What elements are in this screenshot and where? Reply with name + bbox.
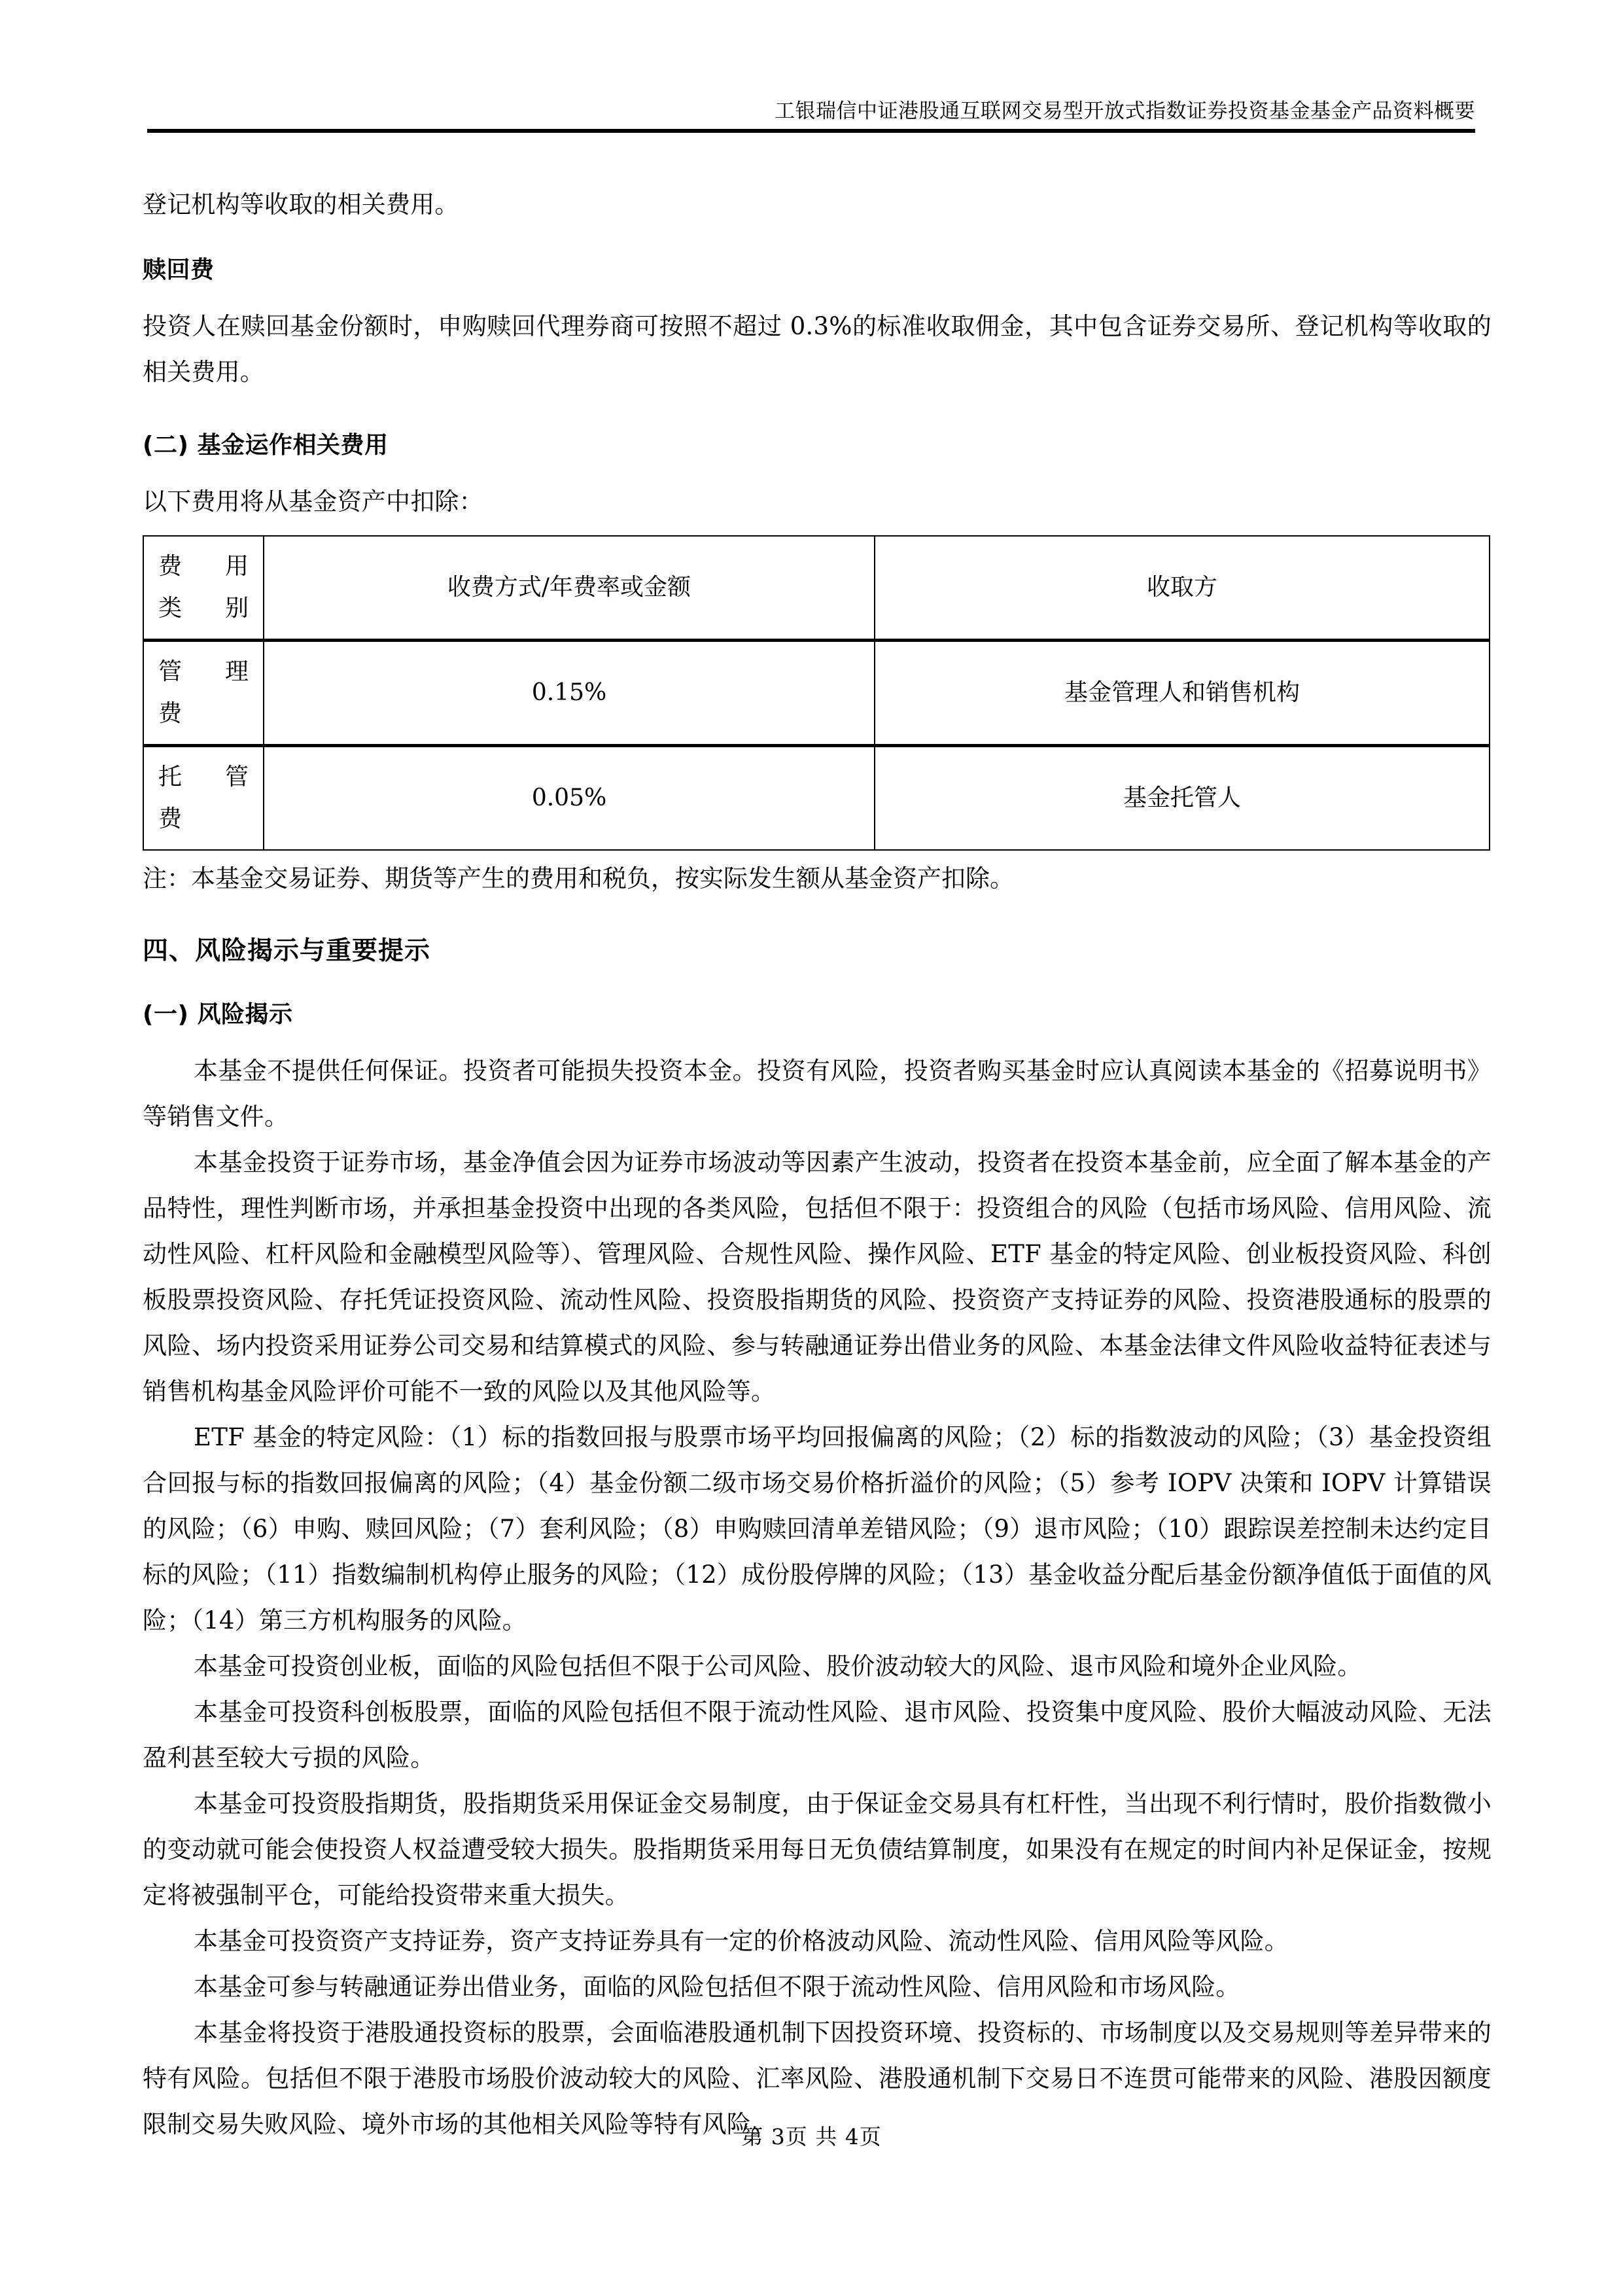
table-row xyxy=(143,746,1490,851)
header-rule xyxy=(147,129,1475,133)
table-header-category-line2: 类别 xyxy=(158,595,249,622)
page-number: 第 3页 共 4页 xyxy=(741,2124,882,2149)
continued-paragraph: 登记机构等收取的相关费用。 xyxy=(143,190,459,219)
risk-paragraph: 本基金可投资股指期货，股指期货采用保证金交易制度，由于保证金交易具有杠杆性，当出现不利行情时，股价指数微小的变动就可能会使投资人权益遭受较大损失。股指期货采用每日无负债结算制度，如果没有在规定的时间内补足保证金，按规定将被强制平仓，可能给投资带来重大损失。 xyxy=(143,1790,1492,1909)
table-cell-rate: 0.05% xyxy=(264,746,875,851)
risk-paragraph: 本基金不提供任何保证。投资者可能损失投资本金。投资有风险，投资者购买基金时应认真阅读本基金的《招募说明书》等销售文件。 xyxy=(143,1057,1492,1131)
table-cell-category-line2: 费 xyxy=(158,805,183,832)
table-header-category-line1: 费 用 xyxy=(158,553,249,580)
risk-paragraph: 本基金可投资资产支持证券，资产支持证券具有一定的价格波动风险、流动性风险、信用风险等风险。 xyxy=(194,1927,1289,1955)
section-two-heading: (二) 基金运作相关费用 xyxy=(143,432,389,459)
fee-table-note: 注：本基金交易证券、期货等产生的费用和税负，按实际发生额从基金资产扣除。 xyxy=(143,864,1014,892)
redemption-fee-heading: 赎回费 xyxy=(143,256,215,283)
risk-paragraph: 本基金投资于证券市场，基金净值会因为证券市场波动等因素产生波动，投资者在投资本基金前，应全面了解本基金的产品特性，理性判断市场，并承担基金投资中出现的各类风险，包括但不限于：投资组合的风险（包括市场风险、信用风险、流动性风险、杠杆风险和金融模型风险等）、管理风险、合规性风险、操作风险、ETF 基金的特定风险、创业板投资风险、科创板股票投资风险、存托凭证投资风险、流动性风险、投资股指期货的风险、投资资产支持证券的风险、投资港股通标的股票的风险、场内投资采用证券公司交易和结算模式的风险、参与转融通证券出借业务的风险、本基金法律文件风险收益特征表述与销售机构基金风险评价可能不一致的风险以及其他风险等。 xyxy=(143,1148,1492,1405)
section-two-lead: 以下费用将从基金资产中扣除： xyxy=(143,487,483,516)
risk-paragraph: 本基金将投资于港股通投资标的股票，会面临港股通机制下因投资环境、投资标的、市场制度以及交易规则等差异带来的特有风险。包括但不限于港股市场股价波动较大的风险、汇率风险、港股通机制下交易日不连贯可能带来的风险、港股因额度限制交易失败风险、境外市场的其他相关风险等特有风险。 xyxy=(143,2019,1492,2138)
table-cell-category xyxy=(143,641,264,746)
table-cell-receiver: 基金管理人和销售机构 xyxy=(875,641,1490,746)
table-cell-category-line1: 托 管 xyxy=(158,764,249,790)
table-cell-category-line2: 费 xyxy=(158,700,183,727)
table-header-category xyxy=(143,536,264,641)
table-header-rate: 收费方式/年费率或金额 xyxy=(264,536,875,641)
page-footer xyxy=(0,2123,1623,2151)
risk-disclosure-heading: (一) 风险揭示 xyxy=(143,1001,293,1028)
table-cell-receiver: 基金托管人 xyxy=(875,746,1490,851)
table-header-receiver: 收取方 xyxy=(875,536,1490,641)
risk-paragraph: 本基金可投资科创板股票，面临的风险包括但不限于流动性风险、退市风险、投资集中度风险、股价大幅波动风险、无法盈利甚至较大亏损的风险。 xyxy=(143,1698,1492,1772)
document-content xyxy=(143,182,1492,2147)
risk-paragraph: 本基金可参与转融通证券出借业务，面临的风险包括但不限于流动性风险、信用风险和市场风险。 xyxy=(194,1973,1240,2001)
header-title: 工银瑞信中证港股通互联网交易型开放式指数证券投资基金基金产品资料概要 xyxy=(775,99,1475,123)
fee-table xyxy=(143,535,1490,851)
table-cell-rate: 0.15% xyxy=(264,641,875,746)
table-header-row xyxy=(143,536,1490,641)
redemption-fee-paragraph: 投资人在赎回基金份额时，申购赎回代理券商可按照不超过 0.3%的标准收取佣金，其中包含证券交易所、登记机构等收取的相关费用。 xyxy=(143,312,1492,386)
risk-paragraph: 本基金可投资创业板，面临的风险包括但不限于公司风险、股价波动较大的风险、退市风险和境外企业风险。 xyxy=(194,1652,1362,1680)
table-row xyxy=(143,641,1490,746)
document-header xyxy=(147,98,1475,133)
section-four-heading: 四、风险揭示与重要提示 xyxy=(143,936,431,966)
risk-paragraph: ETF 基金的特定风险：（1）标的指数回报与股票市场平均回报偏离的风险；（2）标的指数波动的风险；（3）基金投资组合回报与标的指数回报偏离的风险；（4）基金份额二级市场交易价格折溢价的风险；（5）参考 IOPV 决策和 IOPV 计算错误的风险；（6）申购、赎回风险；（7）套利风险；（8）申购赎回清单差错风险；（9）退市风险；（10）跟踪误差控制未达约定目标的风险；（11）指数编制机构停止服务的风险；（12）成份股停牌的风险；（13）基金收益分配后基金份额净值低于面值的风险；（14）第三方机构服务的风险。 xyxy=(143,1423,1492,1634)
table-cell-category xyxy=(143,746,264,851)
table-cell-category-line1: 管 理 xyxy=(158,658,249,685)
